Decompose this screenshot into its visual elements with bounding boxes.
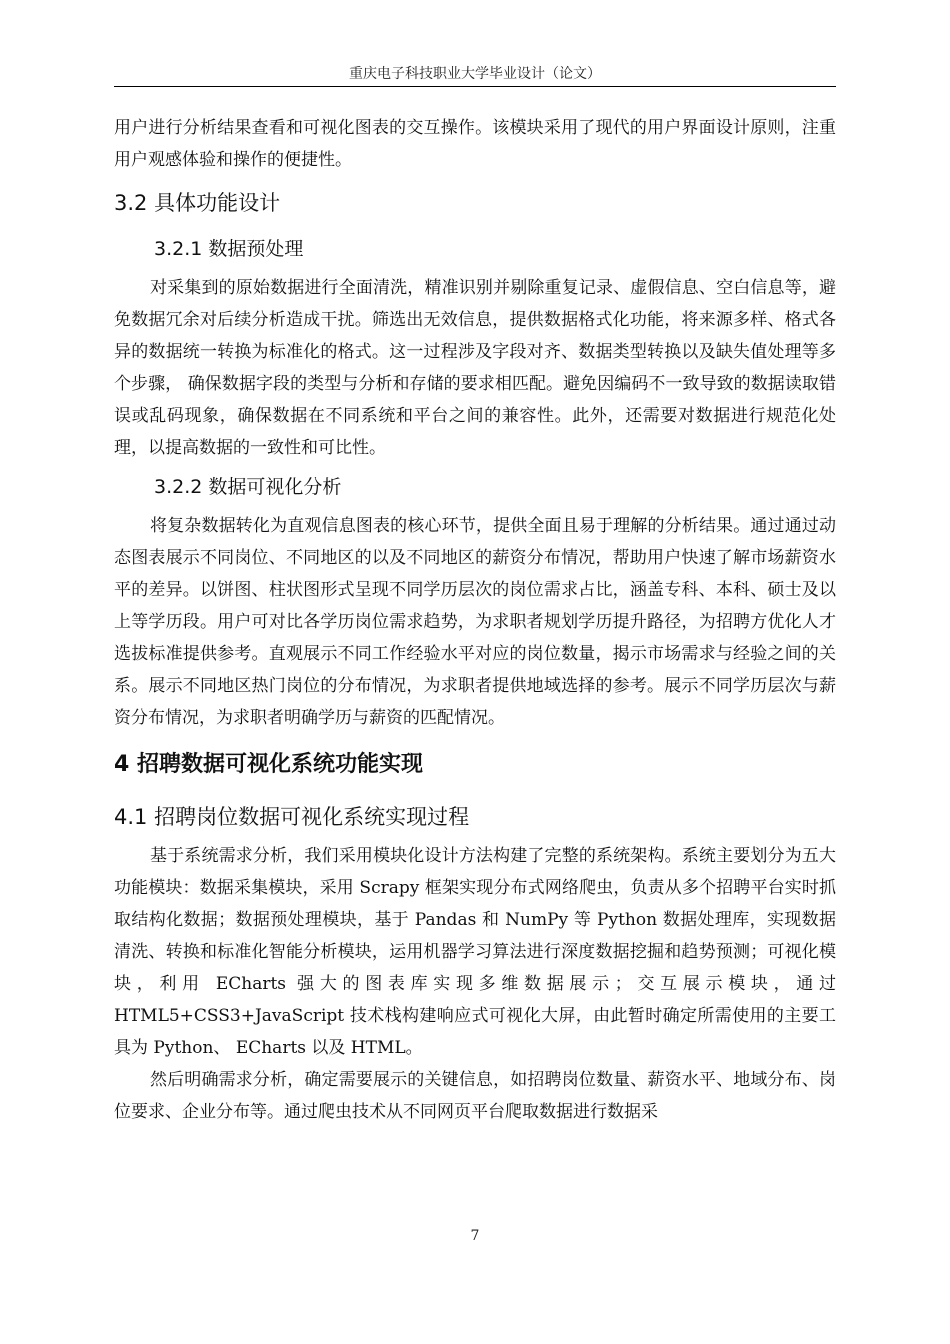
paragraph: 将复杂数据转化为直观信息图表的核心环节，提供全面且易于理解的分析结果。通过通过动态图表展示不同岗位、不同地区的以及不同地区的薪资分布情况，帮助用户快速了解市场薪资水平的差异。以饼图、柱状图形式呈现不同学历层次的岗位需求占比，涵盖专科、本科、硕士及以上等学历段。用户可对比各学历岗位需求趋势，为求职者规划学历提升路径，为招聘方优化人才选拔标准提供参考。直观展示不同工作经验水平对应的岗位数量，揭示市场需求与经验之间的关系。展示不同地区热门岗位的分布情况，为求职者提供地域选择的参考。展示不同学历层次与薪资分布情况，为求职者明确学历与薪资的匹配情况。 — [114, 516, 836, 728]
section-heading: 4.1 招聘岗位数据可视化系统实现过程 — [114, 805, 470, 829]
paragraph: 基于系统需求分析，我们采用模块化设计方法构建了完整的系统架构。系统主要划分为五大功能模块：数据采集模块，采用 Scrapy 框架实现分布式网络爬虫，负责从多个招聘平台实时抓取结构化数据；数据预处理模块，基于 Pandas 和 NumPy 等 Python 数据处理库，实现数据清洗、转换和标准化智能分析模块，运用机器学习算法进行深度数据挖掘和趋势预测；可视化模块，利用 ECharts 强大的图表库实现多维数据展示；交互展示模块，通过 HTML5+CSS3+JavaScript 技术栈构建响应式可视化大屏，由此暂时确定所需使用的主要工具为 Python、 ECharts 以及 HTML。 — [114, 846, 836, 1058]
subsection-heading: 3.2.2 数据可视化分析 — [154, 476, 342, 498]
section-heading: 3.2 具体功能设计 — [114, 191, 281, 215]
paragraph: 然后明确需求分析，确定需要展示的关键信息，如招聘岗位数量、薪资水平、地域分布、岗位要求、企业分布等。通过爬虫技术从不同网页平台爬取数据进行数据采 — [114, 1070, 836, 1122]
chapter-heading: 4 招聘数据可视化系统功能实现 — [114, 752, 423, 777]
page-number: 7 — [470, 1228, 480, 1244]
page-header: 重庆电子科技职业大学毕业设计（论文） — [114, 64, 836, 87]
paragraph: 用户进行分析结果查看和可视化图表的交互操作。该模块采用了现代的用户界面设计原则，注重用户观感体验和操作的便捷性。 — [114, 118, 836, 170]
paragraph: 对采集到的原始数据进行全面清洗，精准识别并剔除重复记录、虚假信息、空白信息等，避免数据冗余对后续分析造成干扰。筛选出无效信息，提供数据格式化功能，将来源多样、格式各异的数据统一转换为标准化的格式。这一过程涉及字段对齐、数据类型转换以及缺失值处理等多个步骤， 确保数据字段的类型与分析和存储的要求相匹配。避免因编码不一致导致的数据读取错误或乱码现象，确保数据在不同系统和平台之间的兼容性。此外，还需要对数据进行规范化处理，以提高数据的一致性和可比性。 — [114, 278, 836, 458]
document-body — [114, 112, 836, 1128]
subsection-heading: 3.2.1 数据预处理 — [154, 238, 304, 260]
